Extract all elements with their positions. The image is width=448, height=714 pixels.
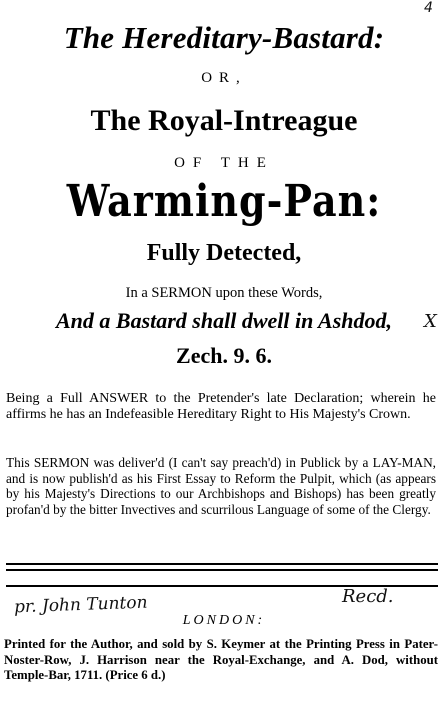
title-line-or: OR,	[201, 70, 247, 86]
handwritten-received-note: Recd.	[342, 586, 394, 607]
rule-top	[6, 563, 438, 565]
title-line-scripture-reference: Zech. 9. 6.	[176, 343, 272, 368]
title-line-warming-pan: Warming-Pan:	[66, 174, 382, 227]
imprint-city: LONDON:	[182, 613, 266, 628]
rule-middle	[6, 569, 438, 571]
imprint-text: Printed for the Author, and sold by S. Keymer at the Printing Press in Pater-Noster-Row, J. Harrison near the Royal-Exchange, and A. Dod, without Temple-Bar, 1711. (Price 6 d.)	[4, 637, 438, 682]
title-line-sermon: In a SERMON upon these Words,	[125, 285, 323, 301]
title-line-of-the: OF THE	[174, 155, 274, 171]
description-paragraph-sermon: This SERMON was deliver'd (I can't say preach'd) in Publick by a LAY-MAN, and is now publish'd as his First Essay to Reform the Pulpit, which (as appears by his Majesty's Directions to our Archbishops and Bishops) has been greatly profan'd by the bitter Invectives and scurrilous Language of some of the Clergy.	[6, 455, 436, 517]
title-line-fully-detected: Fully Detected,	[146, 240, 302, 266]
title-line-hereditary-bastard: The Hereditary-Bastard:	[63, 20, 385, 55]
handwritten-owner-signature: pr. John Tunton	[13, 592, 148, 618]
description-paragraph-answer: Being a Full ANSWER to the Pretender's late Declaration; wherein he affirms he has an Indefeasible Hereditary Right to His Majesty's Crown.	[6, 391, 436, 422]
handwritten-corner-mark: 4	[424, 0, 433, 16]
handwritten-margin-mark: X	[424, 311, 437, 332]
title-line-royal-intreague: The Royal-Intreague	[90, 104, 358, 137]
title-line-scripture-quote: And a Bastard shall dwell in Ashdod,	[55, 308, 392, 333]
